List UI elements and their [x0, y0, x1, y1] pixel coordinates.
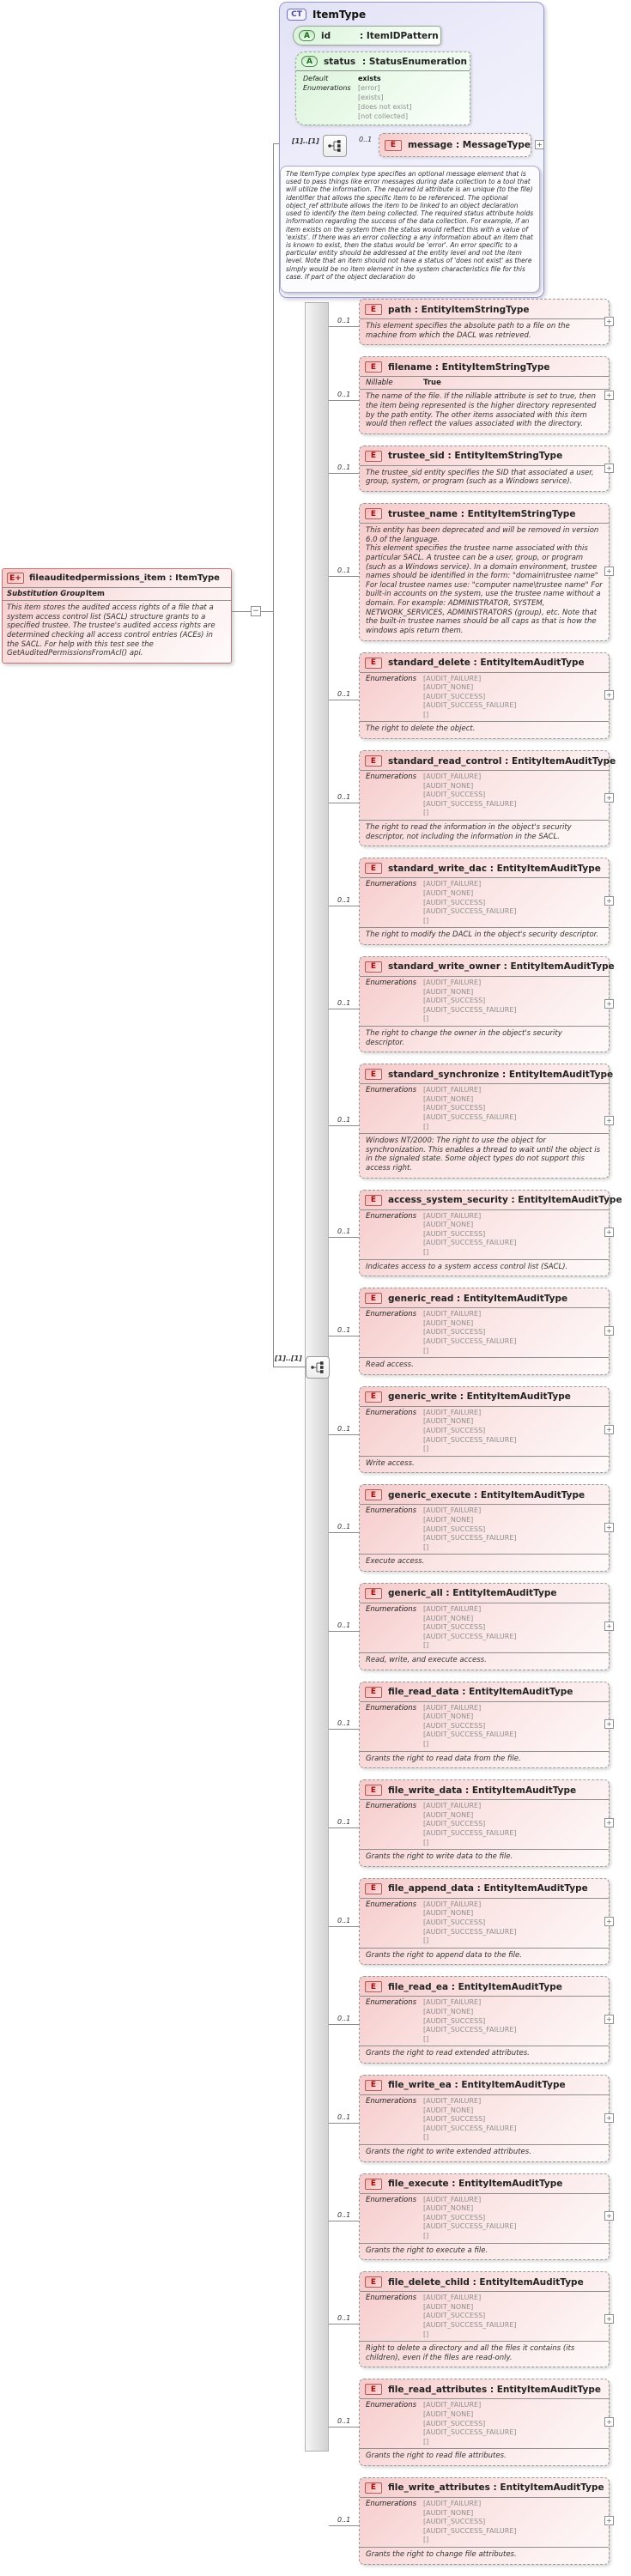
connector	[329, 1424, 359, 1436]
expand-toggle[interactable]: +	[604, 1425, 614, 1434]
element-title: filename : EntityItemStringType	[388, 361, 550, 373]
connector	[329, 390, 359, 402]
enumeration-values: [AUDIT_FAILURE] [AUDIT_NONE] [AUDIT_SUCCESS] [AUDIT_SUCCESS_FAILURE] []	[423, 880, 517, 924]
enumerations-label: Enumerations	[366, 1900, 417, 1909]
element-description: Grants the right to write data to the file.	[360, 1849, 609, 1866]
enumerations-label: Enumerations	[366, 2096, 417, 2106]
cardinality-label: 0..1	[337, 390, 351, 398]
element-row	[329, 1190, 631, 1277]
connector	[329, 1817, 359, 1829]
element-icon: E	[365, 658, 382, 669]
enumerations-label: Enumerations	[366, 1604, 417, 1614]
default-label: Default	[303, 75, 329, 82]
connector	[329, 1522, 359, 1534]
element-icon: E	[365, 304, 382, 315]
connector	[329, 316, 359, 328]
element-title: file_write_attributes : EntityItemAuditType	[388, 2482, 604, 2494]
element-description: This element specifies the absolute path to a file on the machine from which the DACL was retrieved.	[360, 318, 609, 344]
cardinality-label: 0..1	[337, 1621, 351, 1629]
element-row	[329, 2173, 631, 2261]
type-to-sequence-line	[273, 143, 274, 1367]
element-description: Grants the right to read file attributes.	[360, 2448, 609, 2465]
expand-toggle[interactable]: +	[604, 1917, 614, 1926]
connector	[329, 2210, 359, 2222]
element-box	[359, 652, 610, 740]
element-icon: E	[365, 1785, 382, 1796]
cardinality-label: 0..1	[337, 690, 351, 699]
element-box	[359, 1878, 610, 1966]
element-title: standard_synchronize : EntityItemAuditType	[388, 1069, 614, 1080]
element-description: Write access.	[360, 1456, 609, 1473]
cardinality-label: 0..1	[337, 1227, 351, 1236]
element-title: standard_read_control : EntityItemAuditType	[388, 755, 616, 767]
sequence-icon	[323, 135, 347, 157]
connector	[329, 792, 359, 804]
connector	[329, 2416, 359, 2428]
global-element-line-a	[232, 611, 251, 612]
element-row	[329, 299, 631, 345]
element-title: file_write_data : EntityItemAuditType	[388, 1785, 577, 1796]
element-row	[329, 356, 631, 434]
element-icon: E	[365, 2482, 382, 2494]
element-description: Grants the right to append data to the file.	[360, 1948, 609, 1965]
expand-toggle[interactable]: +	[604, 567, 614, 576]
enumeration-values: [AUDIT_FAILURE] [AUDIT_NONE] [AUDIT_SUCCESS] [AUDIT_SUCCESS_FAILURE] []	[423, 2195, 517, 2240]
message-cardinality: 0..1	[359, 136, 373, 143]
enumeration-values: [AUDIT_FAILURE] [AUDIT_NONE] [AUDIT_SUCCESS] [AUDIT_SUCCESS_FAILURE] []	[423, 1310, 517, 1355]
element-box	[359, 1583, 610, 1670]
enumeration-values: [AUDIT_FAILURE] [AUDIT_NONE] [AUDIT_SUCCESS] [AUDIT_SUCCESS_FAILURE] []	[423, 1703, 517, 1748]
substitution-group-value: Item	[86, 590, 105, 598]
element-description: The right to read the information in the object's security descriptor, not including the information in the SACL.	[360, 820, 609, 846]
element-icon: E	[365, 1981, 382, 1992]
element-description: Windows NT/2000: The right to use the object for synchronization. This enables a thread to wait until the object is in the signaled state. Some object types do not support this access right.	[360, 1133, 609, 1178]
element-row	[329, 1878, 631, 1966]
cardinality-label: 0..1	[337, 567, 351, 575]
expand-toggle[interactable]: +	[604, 1227, 614, 1237]
element-row	[329, 503, 631, 641]
connector	[329, 689, 359, 701]
element-plus-icon: E +	[7, 573, 24, 584]
cardinality-label: 0..1	[337, 2211, 351, 2220]
complextype-icon: CT	[287, 9, 306, 21]
cardinality-label: 0..1	[337, 896, 351, 905]
element-description: Read, write, and execute access.	[360, 1652, 609, 1670]
expand-toggle[interactable]: +	[604, 1621, 614, 1631]
element-icon: E	[365, 1069, 382, 1080]
element-message-box	[379, 133, 531, 157]
expand-toggle[interactable]: +	[604, 2211, 614, 2221]
element-list	[329, 292, 631, 2576]
element-title: file_append_data : EntityItemAuditType	[388, 1883, 588, 1894]
complextype-itemtype-box	[279, 2, 544, 298]
element-box	[359, 2075, 610, 2162]
element-box	[359, 299, 610, 345]
enumeration-values: [AUDIT_FAILURE] [AUDIT_NONE] [AUDIT_SUCCESS] [AUDIT_SUCCESS_FAILURE] []	[423, 1900, 517, 1945]
element-icon: E	[365, 2276, 382, 2288]
element-icon: E	[365, 1391, 382, 1403]
attribute-name: status	[324, 56, 356, 67]
sequence-icon	[306, 1356, 330, 1379]
enumerations-label: Enumerations	[366, 2499, 417, 2508]
enumerations-label: Enumerations	[366, 2195, 417, 2204]
element-box	[359, 1288, 610, 1375]
connector	[329, 566, 359, 578]
element-title: trustee_name : EntityItemStringType	[388, 508, 576, 519]
element-row	[329, 1583, 631, 1670]
enumerations-label: Enumerations	[366, 978, 417, 987]
expand-toggle[interactable]: +	[604, 999, 614, 1009]
enumerations-label: Enumerations	[366, 1086, 417, 1095]
element-icon: E	[365, 2179, 382, 2190]
element-row	[329, 1779, 631, 1867]
expand-toggle[interactable]: +	[604, 1818, 614, 1827]
enumeration-values: [AUDIT_FAILURE] [AUDIT_NONE] [AUDIT_SUCCESS] [AUDIT_SUCCESS_FAILURE] []	[423, 674, 517, 718]
cardinality-label: 0..1	[337, 1817, 351, 1826]
enumeration-values: [AUDIT_FAILURE] [AUDIT_NONE] [AUDIT_SUCCESS] [AUDIT_SUCCESS_FAILURE] []	[423, 1998, 517, 2043]
element-row	[329, 445, 631, 492]
element-icon: E	[365, 1293, 382, 1304]
element-row	[329, 1976, 631, 2064]
enumerations-label: Enumerations	[366, 1703, 417, 1712]
status-enumeration-values: [error] [exists] [does not exist] [not collected]	[358, 84, 412, 120]
enumerations-label: Enumerations	[366, 1310, 417, 1319]
element-box	[359, 956, 615, 1052]
connector	[329, 998, 359, 1010]
element-row	[329, 652, 631, 740]
expand-toggle[interactable]: +	[604, 2113, 614, 2123]
element-box	[359, 2173, 610, 2261]
cardinality-label: 0..1	[337, 2112, 351, 2121]
element-title: file_read_ea : EntityItemAuditType	[388, 1981, 562, 1992]
element-title: file_delete_child : EntityItemAuditType	[388, 2276, 584, 2288]
element-row	[329, 750, 631, 846]
element-description: Grants the right to read data from the file.	[360, 1751, 609, 1768]
element-box	[359, 1976, 610, 2064]
element-description: Grants the right to write extended attributes.	[360, 2144, 609, 2161]
element-title: generic_all : EntityItemAuditType	[388, 1588, 557, 1599]
expand-toggle[interactable]: +	[604, 1326, 614, 1336]
attribute-type: : StatusEnumeration	[362, 56, 468, 67]
element-row	[329, 858, 631, 945]
expand-toggle[interactable]: +	[604, 1116, 614, 1125]
cardinality-label: 0..1	[337, 1719, 351, 1728]
expand-toggle[interactable]: +	[604, 2417, 614, 2427]
element-description: Grants the right to read extended attributes.	[360, 2046, 609, 2063]
element-icon: E	[365, 508, 382, 519]
element-box	[359, 2379, 610, 2466]
connector	[329, 1115, 359, 1127]
enumerations-label: Enumerations	[366, 1408, 417, 1417]
element-icon: E	[365, 1489, 382, 1500]
element-icon: E	[365, 1195, 382, 1206]
attribute-id-box	[293, 26, 441, 45]
element-row	[329, 2271, 631, 2367]
cardinality-label: 0..1	[337, 999, 351, 1008]
element-icon: E	[365, 451, 382, 462]
sequence-cardinality: [1]..[1]	[275, 1355, 302, 1362]
element-box	[359, 1190, 622, 1277]
cardinality-label: 0..1	[337, 793, 351, 802]
element-icon: E	[365, 2080, 382, 2091]
cardinality-label: 0..1	[337, 2314, 351, 2323]
element-title: standard_write_dac : EntityItemAuditType	[388, 863, 601, 874]
complextype-header	[287, 9, 366, 21]
connector	[329, 2515, 359, 2527]
enumerations-label: Enumerations	[366, 880, 417, 889]
element-title: file_write_ea : EntityItemAuditType	[388, 2080, 566, 2091]
message-expand-toggle[interactable]: +	[535, 140, 544, 149]
global-element-line-b	[261, 611, 273, 612]
connector	[329, 1227, 359, 1239]
cardinality-label: 0..1	[337, 1115, 351, 1124]
enumerations-label: Enumerations	[366, 2401, 417, 2410]
element-title: file_read_data : EntityItemAuditType	[388, 1687, 573, 1698]
cardinality-label: 0..1	[337, 2417, 351, 2426]
element-box	[359, 1779, 610, 1867]
expand-toggle[interactable]: +	[604, 690, 614, 700]
enumerations-label: Enumerations	[366, 1802, 417, 1811]
cardinality-label: 0..1	[337, 1325, 351, 1334]
connector	[329, 2112, 359, 2124]
element-icon: E	[365, 1588, 382, 1599]
element-title: standard_write_owner : EntityItemAuditType	[388, 961, 615, 973]
enumerations-label: Enumerations	[303, 84, 351, 92]
cardinality-label: 0..1	[337, 1916, 351, 1924]
expand-toggle[interactable]: +	[604, 2314, 614, 2324]
element-description: Indicates access to a system access control list (SACL).	[360, 1259, 609, 1276]
enumerations-label: Enumerations	[366, 1998, 417, 2008]
element-row	[329, 1484, 631, 1572]
connector	[329, 1718, 359, 1730]
expand-toggle[interactable]: +	[604, 464, 614, 473]
element-row	[329, 1064, 631, 1178]
element-description: The trustee_sid entity specifies the SID that associated a user, group, system, or program (such as a Windows service).	[360, 465, 609, 491]
element-box	[359, 750, 616, 846]
element-description: Right to delete a directory and all the files it contains (its children), even if the files are read-only.	[360, 2341, 609, 2367]
nillable-label: Nillable	[366, 379, 393, 388]
enumerations-label: Enumerations	[366, 1211, 417, 1221]
element-box	[359, 2271, 610, 2367]
enumeration-values: [AUDIT_FAILURE] [AUDIT_NONE] [AUDIT_SUCCESS] [AUDIT_SUCCESS_FAILURE] []	[423, 2499, 517, 2544]
element-icon: E	[365, 863, 382, 874]
enumeration-values: [AUDIT_FAILURE] [AUDIT_NONE] [AUDIT_SUCCESS] [AUDIT_SUCCESS_FAILURE] []	[423, 2096, 517, 2142]
element-box	[359, 356, 610, 434]
element-icon: E	[365, 1883, 382, 1894]
element-title: generic_write : EntityItemAuditType	[388, 1391, 571, 1403]
enumeration-values: [AUDIT_FAILURE] [AUDIT_NONE] [AUDIT_SUCCESS] [AUDIT_SUCCESS_FAILURE] []	[423, 1506, 517, 1551]
expand-toggle[interactable]: +	[604, 1719, 614, 1729]
global-element-box	[2, 568, 232, 664]
connector	[329, 1621, 359, 1633]
global-element-title: fileauditedpermissions_item : ItemType	[29, 573, 220, 583]
cardinality-label: 0..1	[337, 1424, 351, 1433]
element-description: The right to modify the DACL in the object's security descriptor.	[360, 927, 609, 944]
element-box	[359, 503, 610, 641]
element-row	[329, 1386, 631, 1474]
element-description: The right to change the owner in the object's security descriptor.	[360, 1026, 609, 1052]
element-icon: E	[365, 961, 382, 973]
element-description: Grants the right to execute a file.	[360, 2243, 609, 2260]
element-row	[329, 2379, 631, 2466]
attribute-type: : ItemIDPattern	[360, 30, 439, 41]
element-row	[329, 1682, 631, 1769]
enumerations-label: Enumerations	[366, 773, 417, 782]
element-description: Execute access.	[360, 1554, 609, 1571]
message-element-title: message : MessageType	[408, 140, 531, 150]
expand-toggle[interactable]: +	[604, 1523, 614, 1532]
connector	[329, 2014, 359, 2026]
cardinality-label: 0..1	[337, 2515, 351, 2524]
expand-toggle[interactable]: +	[604, 391, 614, 400]
cardinality-label: 0..1	[337, 2015, 351, 2023]
global-element-description: This item stores the audited access rights of a file that a system access control list (SACL) structure grants to a specified trustee. The trustee's audited access rights are determined checking all access control entries (ACEs) in the SACL. For help with this test see the GetAuditedPermissionsFromAcl() api.	[3, 600, 231, 663]
element-box	[359, 1484, 610, 1572]
element-title: file_execute : EntityItemAuditType	[388, 2179, 563, 2190]
element-row	[329, 2075, 631, 2162]
element-row	[329, 1288, 631, 1375]
cardinality-label: 0..1	[337, 1523, 351, 1531]
element-title: generic_read : EntityItemAuditType	[388, 1293, 568, 1304]
enumeration-values: [AUDIT_FAILURE] [AUDIT_NONE] [AUDIT_SUCCESS] [AUDIT_SUCCESS_FAILURE] []	[423, 1408, 517, 1453]
default-value: exists	[358, 75, 381, 82]
nillable-value: True	[423, 379, 441, 388]
enumeration-values: [AUDIT_FAILURE] [AUDIT_NONE] [AUDIT_SUCCESS] [AUDIT_SUCCESS_FAILURE] []	[423, 1802, 517, 1846]
element-row	[329, 956, 631, 1052]
element-box	[359, 1386, 610, 1474]
enumerations-label: Enumerations	[366, 2294, 417, 2303]
element-title: generic_execute : EntityItemAuditType	[388, 1489, 585, 1500]
element-icon: E	[365, 1687, 382, 1698]
element-icon: E	[365, 2384, 382, 2395]
enumeration-values: [AUDIT_FAILURE] [AUDIT_NONE] [AUDIT_SUCCESS] [AUDIT_SUCCESS_FAILURE] []	[423, 2294, 517, 2338]
global-collapse-toggle[interactable]: −	[251, 606, 261, 616]
element-box	[359, 1682, 610, 1769]
element-title: trustee_sid : EntityItemStringType	[388, 451, 563, 462]
element-description: The right to delete the object.	[360, 721, 609, 738]
attribute-name: id	[321, 30, 331, 41]
cardinality-label: 0..1	[337, 463, 351, 471]
connector	[329, 895, 359, 907]
element-title: file_read_attributes : EntityItemAuditType	[388, 2384, 601, 2395]
element-box	[359, 858, 610, 945]
connector	[329, 463, 359, 475]
element-box	[359, 2477, 610, 2565]
attribute-icon: A	[301, 56, 318, 67]
element-title: path : EntityItemStringType	[388, 304, 530, 315]
enumeration-values: [AUDIT_FAILURE] [AUDIT_NONE] [AUDIT_SUCCESS] [AUDIT_SUCCESS_FAILURE] []	[423, 2401, 517, 2446]
sequence-cardinality: [1]..[1]	[292, 137, 319, 145]
connector	[329, 1916, 359, 1928]
complextype-title: ItemType	[312, 9, 367, 21]
element-icon: E	[365, 755, 382, 767]
cardinality-label: 0..1	[337, 317, 351, 325]
element-icon: E	[385, 140, 402, 151]
expand-toggle[interactable]: +	[604, 793, 614, 803]
enumerations-label: Enumerations	[366, 1506, 417, 1516]
element-icon: E	[365, 361, 382, 373]
enumerations-label: Enumerations	[366, 674, 417, 683]
enumeration-values: [AUDIT_FAILURE] [AUDIT_NONE] [AUDIT_SUCCESS] [AUDIT_SUCCESS_FAILURE] []	[423, 1604, 517, 1650]
element-title: access_system_security : EntityItemAuditType	[388, 1195, 622, 1206]
element-description: Grants the right to change file attributes.	[360, 2547, 609, 2564]
expand-toggle[interactable]: +	[604, 2015, 614, 2024]
connector	[329, 1325, 359, 1337]
expand-toggle[interactable]: +	[604, 896, 614, 906]
connector	[329, 2313, 359, 2325]
element-row	[329, 2477, 631, 2565]
enumeration-values: [AUDIT_FAILURE] [AUDIT_NONE] [AUDIT_SUCCESS] [AUDIT_SUCCESS_FAILURE] []	[423, 1086, 517, 1130]
expand-toggle[interactable]: +	[604, 317, 614, 326]
attribute-icon: A	[299, 30, 315, 41]
enumeration-values: [AUDIT_FAILURE] [AUDIT_NONE] [AUDIT_SUCCESS] [AUDIT_SUCCESS_FAILURE] []	[423, 1211, 517, 1256]
enumeration-values: [AUDIT_FAILURE] [AUDIT_NONE] [AUDIT_SUCCESS] [AUDIT_SUCCESS_FAILURE] []	[423, 978, 517, 1023]
substitution-group-label: Substitution Group	[7, 590, 86, 598]
expand-toggle[interactable]: +	[604, 2516, 614, 2525]
complextype-description: The ItemType complex type specifies an optional message element that is used to pass things like error messages during data collection to a tool that will utilize the information. The required id attribute is an unique (to the file) identifier that allows the specific item to be referenced. The optional object_ref attribute allows the item to be linked to an object declaration used to identify the item being collected. The required status attribute holds information regarding the success of the data collection. For example, if an item exists on the system then the status would reflect this with a value of 'exists'. If there was an error collecting a any information about an item that is known to exist, then the status would be 'error'. An error specific to a particular entity should be addressed at the entity level and not the item level. Note that an item should not have a status of 'does not exist' as there simply would be no item element in the system characteristics file for this case. If part of the object declaration do	[280, 166, 540, 293]
enumeration-values: [AUDIT_FAILURE] [AUDIT_NONE] [AUDIT_SUCCESS] [AUDIT_SUCCESS_FAILURE] []	[423, 773, 517, 817]
attribute-status-box	[295, 52, 470, 125]
element-title: standard_delete : EntityItemAuditType	[388, 658, 585, 668]
element-box	[359, 445, 610, 492]
element-description: Read access.	[360, 1357, 609, 1374]
element-description: The name of the file. If the nillable attribute is set to true, then the item being represented is the higher directory represented by the path entity. The other items associated with this item would then reflect the values associated with the directory.	[360, 389, 609, 433]
element-box	[359, 1064, 614, 1178]
element-description: This entity has been deprecated and will be removed in version 6.0 of the language. This element specifies the trustee name associated with this particular SACL. A trustee can be a user, group, or program (such as a Windows service). In a domain environment, trustee names should be identified in the form: "domain\trustee name" For local trustee names use: "computer name\trustee name" For built-in accounts on the system, use the trustee name without a domain. For example: ADMINISTRATOR, SYSTEM, NETWORK_SERVICES, ADMINISTRATORS (group), etc. Note that the built-in trustee names should be all caps as that is how the windows apis return them.	[360, 523, 609, 640]
